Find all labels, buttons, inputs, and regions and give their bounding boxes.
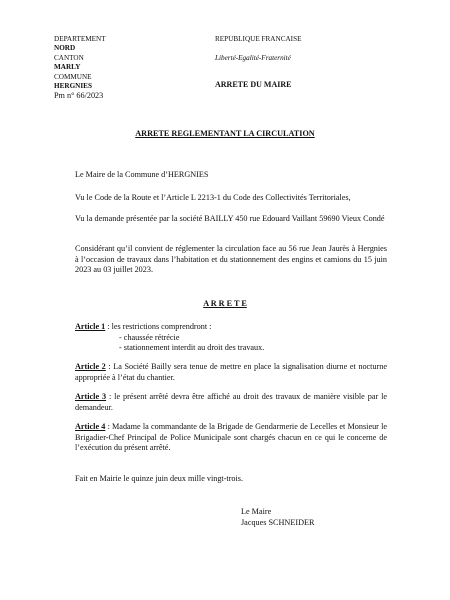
signature-role: Le Maire <box>241 507 272 516</box>
article-3-text: : le présent arrêté devra être affiché au droit des travaux de manière visible par le demandeur. <box>75 392 387 412</box>
article-4 <box>75 422 387 454</box>
article-2-label: Article 2 <box>75 362 106 371</box>
header-commune-value: HERGNIES <box>54 82 92 91</box>
signature-block <box>241 507 401 528</box>
article-3-label: Article 3 <box>75 392 107 401</box>
arrete-heading: A R R E T E <box>203 299 247 308</box>
article-1-item-1: - chaussée rétrécie <box>119 332 180 342</box>
closing-line: Fait en Mairie le quinze juin deux mille vingt-trois. <box>75 474 244 483</box>
article-1 <box>75 322 387 354</box>
header-commune-label: COMMUNE <box>54 72 92 81</box>
header-reference: Pm n° 66/2023 <box>54 91 104 101</box>
header-left <box>54 35 204 101</box>
article-1-label: Article 1 <box>75 322 106 331</box>
signature-name: Jacques SCHNEIDER <box>241 517 315 527</box>
document-title: ARRETE REGLEMENTANT LA CIRCULATION <box>135 129 315 138</box>
article-3 <box>75 392 387 413</box>
vu-demande: Vu la demande présentée par la société BAILLY 450 rue Edouard Vaillant 59690 Vieux Condé <box>75 214 385 223</box>
header-motto: Liberté-Egalité-Fraternité <box>215 54 291 63</box>
vu-code-route: Vu le Code de la Route et l’Article L 2213-1 du Code des Collectivités Territoriales, <box>75 193 351 202</box>
article-1-item-2: - stationnement interdit au droit des travaux. <box>119 343 265 353</box>
header-departement-label: DEPARTEMENT <box>54 35 106 43</box>
article-4-text: : Madame la commandante de la Brigade de Gendarmerie de Lecelles et Monsieur le Brigadier-Chef Principal de Police Municipale sont chargés chacun en ce qui le concerne de l’exécution du présent arrêté. <box>75 422 387 453</box>
intro-line: Le Maire de la Commune d’HERGNIES <box>75 170 209 179</box>
article-1-text: : les restrictions comprendront : <box>105 322 212 331</box>
header-arrete-title: ARRETE DU MAIRE <box>215 79 292 89</box>
article-4-label: Article 4 <box>75 422 106 431</box>
article-2 <box>75 362 387 383</box>
header-right <box>215 35 395 89</box>
article-2-text: : La Société Bailly sera tenue de mettre en place la signalisation diurne et nocturne appropriée à l’état du chantier. <box>75 362 387 382</box>
header-departement-value: NORD <box>54 44 76 53</box>
header-country: REPUBLIQUE FRANCAISE <box>215 35 302 43</box>
header-canton-value: MARLY <box>54 63 81 72</box>
considerant: Considérant qu’il convient de réglementer la circulation face au 56 rue Jean Jaurès à Hergnies à l’occasion de travaux dans l’habitation et du stationnement des engins et camions du 15 juin 2023 au 03 juillet 2023. <box>75 244 387 275</box>
header-canton-label: CANTON <box>54 53 84 62</box>
